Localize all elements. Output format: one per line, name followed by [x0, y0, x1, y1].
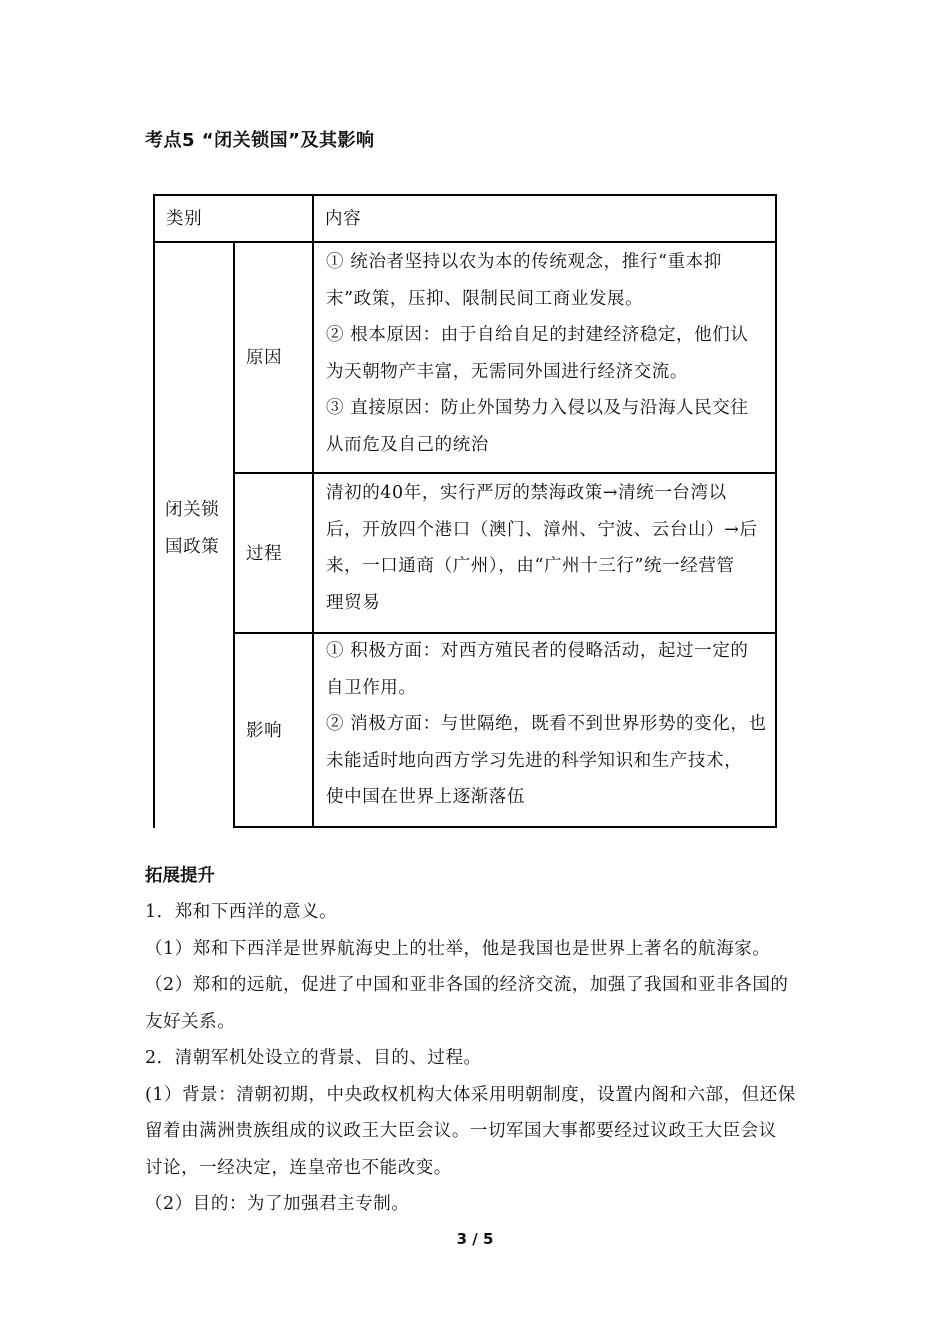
- row-content-cause: [326, 244, 748, 463]
- extension-line: 1．郑和下西洋的意义。: [145, 902, 338, 922]
- table-border-top: [153, 194, 777, 196]
- page-number: 3 / 5: [456, 1230, 494, 1248]
- extension-line: （2）郑和的远航，促进了中国和亚非各国的经济交流，加强了我国和亚非各国的: [145, 975, 789, 995]
- table-col-divider-1: [233, 241, 235, 828]
- content-line: ② 消极方面：与世隔绝，既看不到世界形势的变化，也: [326, 714, 767, 734]
- extension-line: 友好关系。: [145, 1011, 236, 1032]
- row-label-cause: 原因: [246, 348, 283, 368]
- row-label-process: 过程: [246, 543, 283, 564]
- category-label: [165, 492, 219, 565]
- extension-line: 2．清朝军机处设立的背景、目的、过程。: [145, 1048, 482, 1068]
- category-line: 闭关锁: [165, 500, 220, 520]
- section-heading: 考点5 “闭关锁国”及其影响: [145, 130, 375, 151]
- content-line: 末”政策，压抑、限制民间工商业发展。: [326, 288, 644, 309]
- extension-title: 拓展提升: [145, 866, 215, 886]
- extension-line: 留着由满洲贵族组成的议政王大臣会议。一切军国大事都要经过议政王大臣会议: [145, 1121, 777, 1141]
- row-content-impact: [326, 633, 767, 816]
- content-line: 清初的40年，实行严厉的禁海政策→清统一台湾以: [326, 483, 727, 503]
- content-line: 后，开放四个港口（澳门、漳州、宁波、云台山）→后: [326, 519, 758, 540]
- content-line: 从而危及自己的统治: [326, 434, 489, 455]
- table-border-right: [775, 194, 777, 828]
- content-line: ① 统治者坚持以农为本的传统观念，推行“重本抑: [326, 252, 722, 272]
- content-line: 自卫作用。: [326, 677, 417, 698]
- policy-table: [153, 194, 777, 828]
- extension-line: (1）背景：清朝初期，中央政权机构大体采用明朝制度，设置内阁和六部，但还保: [145, 1084, 796, 1105]
- content-line: 理贸易: [326, 592, 381, 613]
- content-line: 使中国在世界上逐渐落伍: [326, 787, 526, 807]
- table-border-bottom: [233, 826, 777, 828]
- content-line: 来，一口通商（广州），由“广州十三行”统一经营管: [326, 556, 735, 576]
- row-content-process: [326, 475, 758, 621]
- extension-line: （2）目的：为了加强君主专制。: [145, 1194, 410, 1214]
- content-line: ② 根本原因：由于自给自足的封建经济稳定，他们认: [326, 325, 749, 345]
- table-col-divider-2: [312, 194, 314, 828]
- table-row-divider-1: [233, 472, 777, 474]
- header-content: 内容: [325, 209, 362, 229]
- content-line: 未能适时地向西方学习先进的科学知识和生产技术，: [326, 750, 743, 771]
- content-line: 为天朝物产丰富，无需同外国进行经济交流。: [326, 361, 688, 382]
- category-line: 国政策: [165, 536, 220, 557]
- content-line: ① 积极方面：对西方殖民者的侵略活动，起过一定的: [326, 641, 749, 661]
- extension-line: 讨论，一经决定，连皇帝也不能改变。: [145, 1157, 452, 1178]
- table-border-left: [153, 194, 155, 828]
- content-line: ③ 直接原因：防止外国势力入侵以及与沿海人民交往: [326, 398, 749, 418]
- row-label-impact: 影响: [246, 720, 283, 741]
- extension-line: （1）郑和下西洋是世界航海史上的壮举，他是我国也是世界上著名的航海家。: [145, 938, 771, 959]
- header-category: 类别: [166, 209, 203, 229]
- extension-body: [145, 894, 815, 1223]
